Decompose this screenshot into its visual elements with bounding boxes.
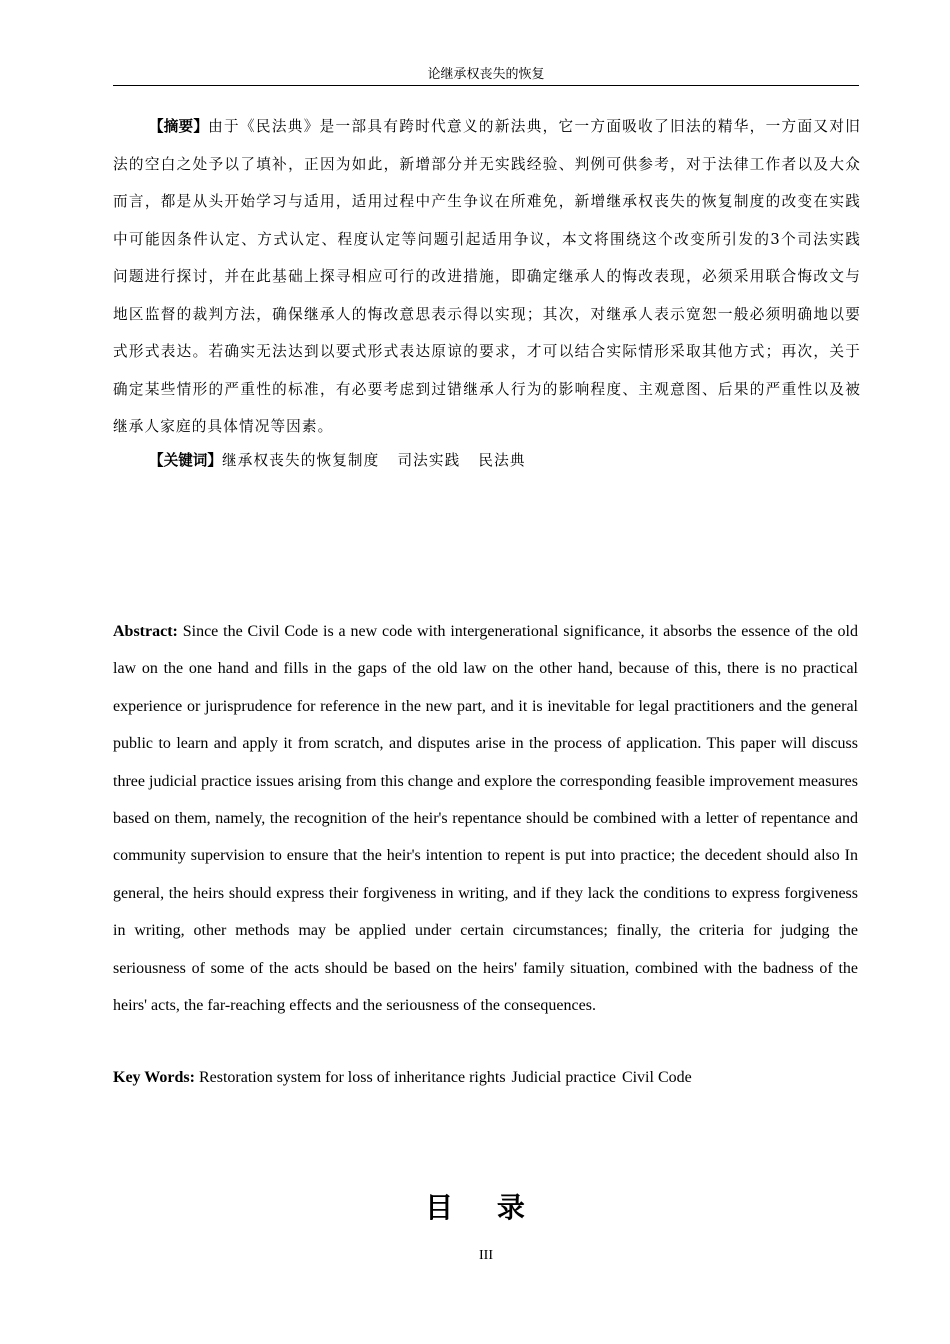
chinese-abstract <box>113 108 861 446</box>
chinese-keywords <box>149 442 526 480</box>
english-keyword-3: Civil Code <box>621 1069 692 1086</box>
running-header-title: 论继承权丧失的恢复 <box>427 67 545 82</box>
chinese-abstract-label: 【摘要】 <box>149 118 209 135</box>
page-number: III <box>479 1248 493 1263</box>
english-keywords-label: Key Words: <box>113 1069 195 1086</box>
table-of-contents-title: 目 录 <box>425 1191 525 1224</box>
chinese-keyword-1: 继承权丧失的恢复制度 <box>221 452 380 469</box>
english-keyword-2: Judicial practice <box>511 1069 616 1086</box>
english-keyword-1: Restoration system for loss of inheritance rights <box>198 1069 506 1086</box>
english-abstract-label: Abstract: <box>113 623 178 640</box>
chinese-keyword-3: 民法典 <box>478 452 526 469</box>
english-abstract <box>113 613 858 1024</box>
english-abstract-text: Since the Civil Code is a new code with intergenerational significance, it absorbs the essence of the old law on the one hand and fills in the gaps of the old law on the other hand, because of this, there is no practical experience or jurisprudence for reference in the new part, and it is inevitable for legal practitioners and the general public to learn and apply it from scratch, and disputes arise in the process of application. This paper will discuss three judicial practice issues arising from this change and explore the corresponding feasible improvement measures based on them, namely, the recognition of the heir's repentance should be combined with a letter of repentance and community supervision to ensure that the heir's intention to repent is put into practice; the decedent should also In general, the heirs should express their forgiveness in writing, and if they lack the conditions to express forgiveness in writing, other methods may be applied under certain circumstances; finally, the criteria for judging the seriousness of some of the acts should be based on the heirs' family situation, combined with the badness of the heirs' acts, the far-reaching effects and the seriousness of the consequences. <box>113 623 859 1015</box>
english-keywords <box>113 1059 858 1096</box>
header-rule <box>113 85 859 86</box>
chinese-abstract-text: 由于《民法典》是一部具有跨时代意义的新法典，它一方面吸收了旧法的精华，一方面又对旧法的空白之处予以了填补，正因为如此，新增部分并无实践经验、判例可供参考，对于法律工作者以及大众而言，都是从头开始学习与适用，适用过程中产生争议在所难免，新增继承权丧失的恢复制度的改变在实践中可能因条件认定、方式认定、程度认定等问题引起适用争议，本文将围绕这个改变所引发的3个司法实践问题进行探讨，并在此基础上探寻相应可行的改进措施，即确定继承人的悔改表现，必须采用联合悔改文与地区监督的裁判方法，确保继承人的悔改意思表示得以实现；其次，对继承人表示宽恕一般必须明确地以要式形式表达。若确实无法达到以要式形式表达原谅的要求，才可以结合实际情形采取其他方式；再次，关于确定某些情形的严重性的标准，有必要考虑到过错继承人行为的影响程度、主观意图、后果的严重性以及被继承人家庭的具体情况等因素。 <box>113 118 861 435</box>
chinese-keywords-label: 【关键词】 <box>149 452 222 469</box>
chinese-keyword-2: 司法实践 <box>397 452 461 469</box>
